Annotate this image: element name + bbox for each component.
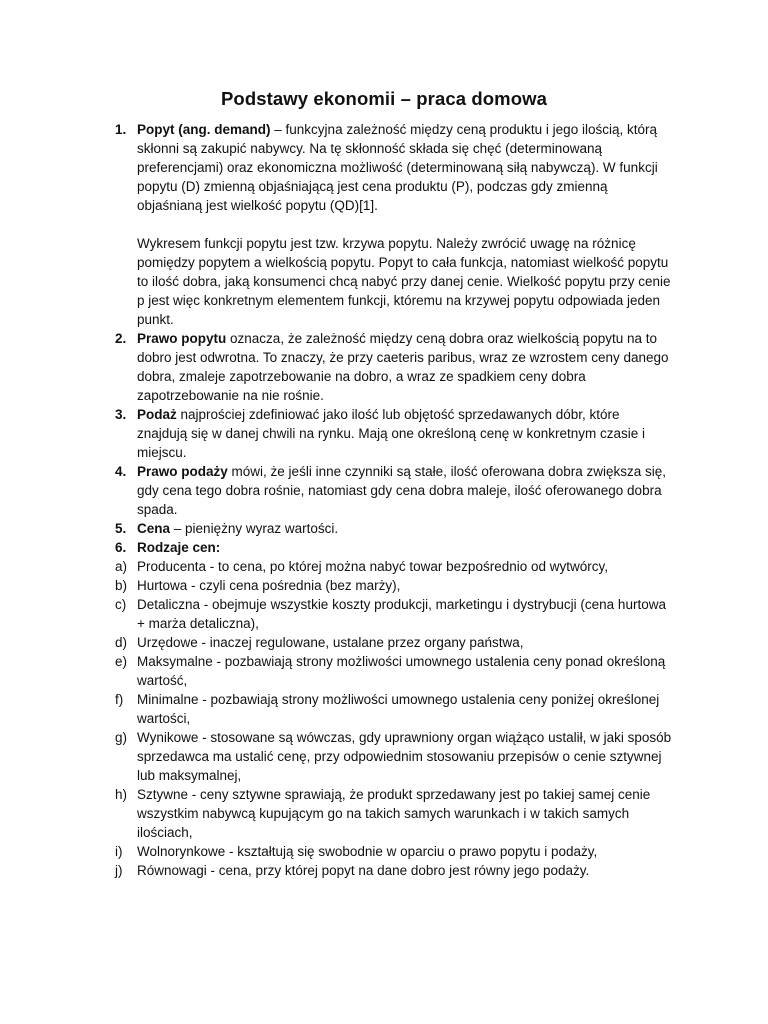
- list-letter: c): [115, 597, 127, 612]
- item-paragraph: [137, 405, 672, 462]
- list-item: [0, 861, 672, 880]
- item-term: Prawo podaży: [137, 464, 228, 479]
- list-letter: j): [115, 863, 123, 878]
- list-text: Producenta - to cena, po której można nabyć towar bezpośrednio od wytwórcy,: [137, 559, 608, 574]
- numbered-item-rodzaje-cen: [0, 538, 672, 557]
- item-paragraph: [137, 234, 672, 329]
- list-item: [0, 576, 672, 595]
- list-text: Minimalne - pozbawiają strony możliwości umownego ustalenia ceny poniżej określonej wartości,: [137, 692, 660, 726]
- item-paragraph: [137, 538, 672, 557]
- list-letter: f): [115, 692, 124, 707]
- list-letter: b): [115, 578, 128, 593]
- list-item: [0, 652, 672, 690]
- item-number: 5.: [115, 521, 127, 536]
- document-title: Podstawy ekonomii – praca domowa: [220, 88, 547, 109]
- item-term: Prawo popytu: [137, 331, 227, 346]
- item-number: 2.: [115, 331, 127, 346]
- item-text: – pieniężny wyraz wartości.: [173, 521, 339, 536]
- list-text: Wynikowe - stosowane są wówczas, gdy uprawniony organ wiążąco ustalił, w jaki sposób sprzedawca ma ustalić cenę, przy odpowiednim stosowaniu przepisów o cenie sztywnej lub maksymalnej,: [137, 730, 672, 783]
- document-body: [0, 120, 768, 880]
- list-text: Równowagi - cena, przy której popyt na dane dobro jest równy jego podaży.: [137, 863, 590, 878]
- list-item: [0, 633, 672, 652]
- item-term: Popyt (ang. demand): [137, 122, 271, 137]
- list-item: [0, 557, 672, 576]
- numbered-item-prawo-popytu: [0, 329, 672, 405]
- item-paragraph: [137, 329, 672, 405]
- list-letter: h): [115, 787, 128, 802]
- item-number: 3.: [115, 407, 127, 422]
- list-text: Urzędowe - inaczej regulowane, ustalane przez organy państwa,: [137, 635, 524, 650]
- list-letter: d): [115, 635, 128, 650]
- item-term: Podaż: [137, 407, 177, 422]
- list-text: Hurtowa - czyli cena pośrednia (bez marży),: [137, 578, 401, 593]
- item-number: 4.: [115, 464, 127, 479]
- item-text: – funkcyjna zależność między ceną produktu i jego ilością, którą skłonni są zakupić nabywcy. Na tę skłonność składa się chęć (determinowaną preferencjami) oraz ekonomiczna możliwość (determinowaną siłą nabywczą). W funkcji popytu (D) zmienną objaśniającą jest cena produktu (P), podczas gdy zmienną objaśnianą jest wielkość popytu (QD)[1].: [137, 122, 658, 213]
- item-text: najprościej zdefiniować jako ilość lub objętość sprzedawanych dóbr, które znajdują się w danej chwili na rynku. Mają one określoną cenę w konkretnym czasie i miejscu.: [137, 407, 646, 460]
- list-letter: e): [115, 654, 128, 669]
- numbered-item-prawo-podazy: [0, 462, 672, 519]
- list-text: Detaliczna - obejmuje wszystkie koszty produkcji, marketingu i dystrybucji (cena hurtowa + marża detaliczna),: [137, 597, 666, 631]
- item-number: 1.: [115, 122, 127, 137]
- list-text: Wolnorynkowe - kształtują się swobodnie w oparciu o prawo popytu i podaży,: [137, 844, 598, 859]
- list-letter: i): [115, 844, 123, 859]
- list-item: [0, 690, 672, 728]
- item-paragraph: [137, 120, 672, 215]
- item-term: Cena: [137, 521, 171, 536]
- item-text: oznacza, że zależność między ceną dobra oraz wielkością popytu na to dobro jest odwrotna. To znaczy, że przy caeteris paribus, wraz ze wzrostem ceny danego dobra, zmaleje zapotrzebowanie na dobro, a wraz ze spadkiem ceny dobra zapotrzebowanie na nie rośnie.: [137, 331, 669, 403]
- list-item: [0, 842, 672, 861]
- item-text: Wykresem funkcji popytu jest tzw. krzywa popytu. Należy zwrócić uwagę na różnicę pomiędzy popytem a wielkością popytu. Popyt to cała funkcja, natomiast wielkość popytu to ilość dobra, jaką konsumenci chcą nabyć przy danej cenie. Wielkość popytu przy cenie p jest więc konkretnym elementem funkcji, któremu na krzywej popytu odpowiada jeden punkt.: [137, 236, 671, 327]
- list-text: Maksymalne - pozbawiają strony możliwości umownego ustalenia ceny ponad określoną wartość,: [137, 654, 666, 688]
- list-item: [0, 728, 672, 785]
- item-term: Rodzaje cen:: [137, 540, 221, 555]
- list-text: Sztywne - ceny sztywne sprawiają, że produkt sprzedawany jest po takiej samej cenie wszystkim nabywcą kupującym go na takich samych warunkach i w takich samych ilościach,: [137, 787, 651, 840]
- numbered-item-popyt: [0, 120, 672, 329]
- numbered-item-cena: [0, 519, 672, 538]
- list-letter: a): [115, 559, 128, 574]
- item-paragraph: [137, 462, 672, 519]
- list-letter: g): [115, 730, 128, 745]
- price-types-list: [0, 557, 768, 880]
- item-text: mówi, że jeśli inne czynniki są stałe, ilość oferowana dobra zwiększa się, gdy cena tego dobra rośnie, natomiast gdy cena dobra maleje, ilość oferowanego dobra spada.: [137, 464, 666, 517]
- list-item: [0, 785, 672, 842]
- list-item: [0, 595, 672, 633]
- item-paragraph: [137, 519, 672, 538]
- numbered-item-podaz: [0, 405, 672, 462]
- item-number: 6.: [115, 540, 127, 555]
